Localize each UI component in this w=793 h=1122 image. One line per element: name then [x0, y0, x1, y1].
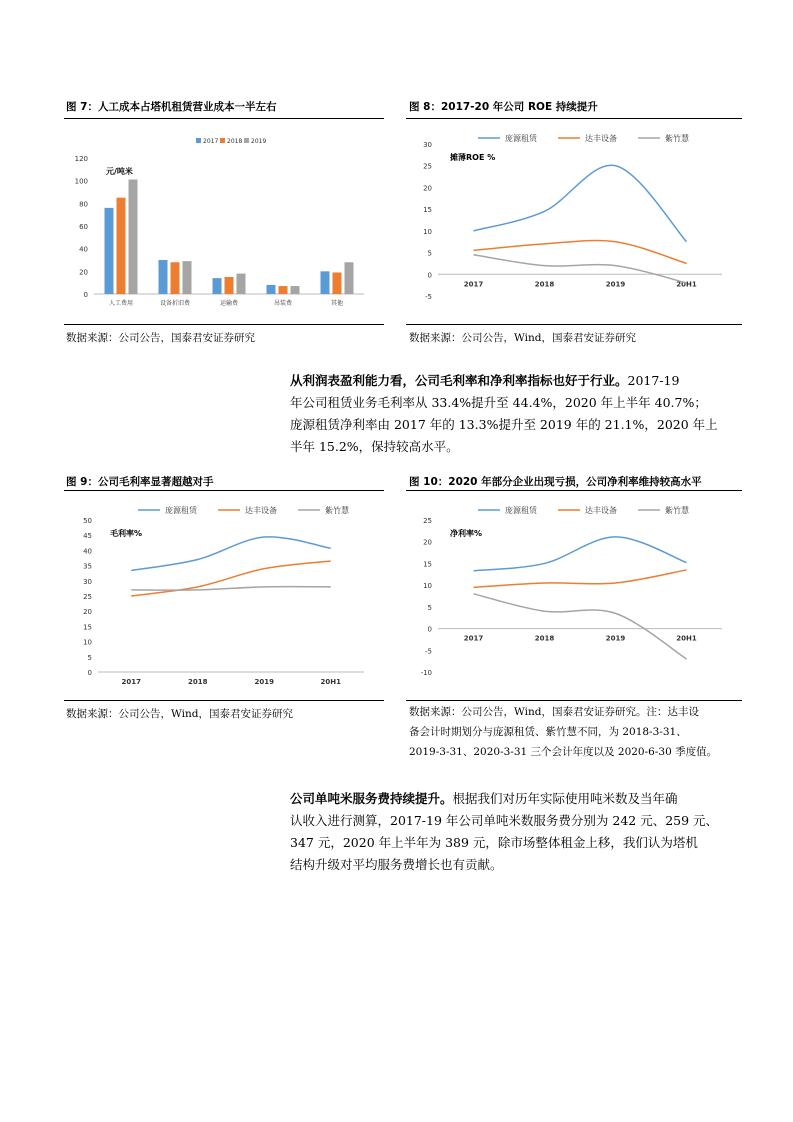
fig9-legend-label: 紫竹慧 — [325, 506, 349, 515]
fig10-chart — [406, 494, 742, 684]
fig10-top-rule — [406, 490, 742, 491]
fig10-legend-label: 庞源租赁 — [505, 506, 537, 515]
fig8-unit-label: 摊薄ROE % — [450, 153, 496, 162]
paragraph1-lead: 从利润表盈利能力看，公司毛利率和净利率指标也好于行业。 — [290, 373, 628, 388]
fig7-ytick-label: 0 — [83, 291, 88, 299]
fig10-category-label: 2018 — [534, 634, 555, 643]
fig10-ytick-label: 5 — [427, 603, 432, 612]
fig7-ytick-label: 120 — [74, 155, 88, 163]
fig8-series-line — [474, 165, 687, 241]
fig7-ytick-label: 80 — [79, 200, 88, 209]
fig8-bottom-rule — [406, 324, 742, 325]
fig7-bar — [333, 272, 342, 294]
fig9-ytick-label: 20 — [83, 608, 92, 617]
fig7-bar — [225, 277, 234, 294]
fig7-bar — [279, 286, 288, 294]
fig7-legend-label: 2017 — [203, 138, 219, 145]
fig10-ytick-label: -10 — [420, 669, 432, 677]
paragraph1-line4: 半年 15.2%，保持较高水平。 — [290, 439, 459, 454]
fig7-unit-label: 元/吨米 — [106, 167, 133, 176]
fig8-title: 图 8：2017-20 年公司 ROE 持续提升 — [409, 101, 598, 113]
fig8-ytick-label: -5 — [425, 293, 432, 301]
fig10-source-line2: 备会计时期划分与庞源租赁、紫竹慧不同，为 2018-3-31、 — [409, 726, 687, 738]
fig10-bottom-rule — [406, 700, 742, 701]
fig7-legend-label: 2019 — [251, 138, 267, 145]
fig10-category-label: 20H1 — [676, 634, 697, 643]
fig7-bar — [159, 260, 168, 294]
fig9-ytick-label: 35 — [83, 562, 92, 571]
fig9-ytick-label: 30 — [83, 577, 92, 586]
fig9-title: 图 9：公司毛利率显著超越对手 — [66, 476, 214, 488]
fig7-chart — [64, 122, 384, 322]
fig8-category-label: 2019 — [605, 280, 626, 289]
fig7-legend-swatch — [244, 138, 249, 143]
fig10-category-label: 2017 — [463, 634, 484, 643]
fig9-category-label: 2017 — [121, 678, 141, 686]
paragraph2-line2: 认收入进行测算，2017-19 年公司单吨米数服务费分别为 242 元、259 元、 — [290, 813, 719, 828]
fig8-source: 数据来源：公司公告，Wind，国泰君安证券研究 — [409, 332, 636, 344]
fig9-chart — [64, 494, 384, 694]
fig10-ytick-label: 15 — [423, 560, 432, 569]
fig7-bar — [237, 274, 246, 294]
fig9-series-line — [131, 537, 331, 571]
fig7-category-label: 其他 — [330, 300, 344, 307]
fig7-category-label: 设备折旧费 — [159, 300, 191, 307]
fig7-bar — [183, 261, 192, 294]
fig8-top-rule — [406, 118, 742, 119]
fig7-bar — [117, 198, 126, 294]
fig7-category-label: 吊装费 — [273, 300, 293, 307]
fig8-ytick-label: 15 — [423, 206, 432, 215]
fig7-legend-swatch — [220, 138, 225, 143]
fig8-ytick-label: 0 — [427, 271, 432, 280]
fig9-ytick-label: 50 — [83, 517, 92, 525]
paragraph2-line3: 347 元，2020 年上半年为 389 元，除市场整体租金上移，我们认为塔机 — [290, 835, 698, 850]
fig7-legend-label: 2018 — [227, 138, 243, 145]
fig10-source-line1: 数据来源：公司公告，Wind，国泰君安证券研究。注：达丰设 — [409, 706, 699, 718]
fig7-bar — [105, 208, 114, 294]
fig8-ytick-label: 5 — [427, 249, 432, 258]
fig8-ytick-label: 20 — [423, 184, 432, 193]
fig8-category-label: 2018 — [534, 280, 555, 289]
paragraph2-line4: 结构升级对平均服务费增长也有贡献。 — [290, 857, 503, 872]
fig9-category-label: 2018 — [188, 678, 208, 686]
fig7-bar — [291, 286, 300, 294]
fig8-ytick-label: 30 — [423, 141, 432, 149]
fig8-series-line — [474, 255, 687, 283]
fig10-ytick-label: 0 — [427, 625, 432, 634]
fig8-legend-label: 达丰设备 — [585, 134, 617, 143]
fig10-series-line — [474, 570, 687, 587]
paragraph1-line2: 年公司租赁业务毛利率从 33.4%提升至 44.4%，2020 年上半年 40.7%； — [290, 395, 707, 410]
fig10-ytick-label: 10 — [423, 582, 432, 591]
paragraph2-line1: 根据我们对历年实际使用吨米数及当年确 — [452, 791, 678, 806]
fig9-ytick-label: 15 — [83, 623, 92, 632]
fig7-category-label: 人工费用 — [108, 300, 134, 307]
fig9-ytick-label: 40 — [83, 547, 92, 556]
fig10-series-line — [474, 594, 687, 659]
fig8-ytick-label: 10 — [423, 227, 432, 236]
fig7-ytick-label: 100 — [74, 177, 88, 186]
fig8-category-label: 20H1 — [676, 280, 697, 289]
paragraph-profitability — [290, 370, 727, 458]
fig9-ytick-label: 0 — [87, 669, 92, 677]
fig7-top-rule — [64, 118, 384, 119]
paragraph-service-fee — [290, 788, 727, 876]
fig8-legend-label: 庞源租赁 — [505, 134, 537, 143]
paragraph1-line3: 庞源租赁净利率由 2017 年的 13.3%提升至 2019 年的 21.1%，2020 年上 — [290, 417, 718, 432]
fig9-ytick-label: 45 — [83, 532, 92, 541]
fig7-bottom-rule — [64, 324, 384, 325]
fig10-source — [409, 702, 745, 762]
fig10-unit-label: 净利率% — [450, 529, 483, 538]
fig7-bar — [321, 271, 330, 294]
fig9-category-label: 2019 — [254, 678, 274, 686]
fig9-legend-label: 达丰设备 — [245, 506, 277, 515]
fig9-source: 数据来源：公司公告，Wind，国泰君安证券研究 — [66, 708, 293, 720]
fig10-ytick-label: 25 — [423, 517, 432, 525]
fig9-series-line — [131, 587, 331, 590]
fig7-bar — [213, 278, 222, 294]
fig7-ytick-label: 40 — [79, 245, 88, 254]
fig7-source: 数据来源：公司公告，国泰君安证券研究 — [66, 332, 255, 344]
fig10-ytick-label: -5 — [425, 647, 432, 656]
fig8-category-label: 2017 — [463, 280, 484, 289]
fig7-title: 图 7：人工成本占塔机租赁营业成本一半左右 — [66, 101, 277, 113]
fig9-bottom-rule — [64, 700, 384, 701]
fig9-ytick-label: 5 — [87, 653, 92, 662]
fig10-source-line3: 2019-3-31、2020-3-31 三个会计年度以及 2020-6-30 季度值。 — [409, 746, 718, 758]
fig7-bar — [267, 285, 276, 294]
fig8-legend-label: 紫竹慧 — [665, 134, 689, 143]
fig10-title: 图 10：2020 年部分企业出现亏损，公司净利率维持较高水平 — [409, 476, 702, 488]
fig10-legend-label: 紫竹慧 — [665, 506, 689, 515]
fig9-legend-label: 庞源租赁 — [165, 506, 197, 515]
fig9-ytick-label: 25 — [83, 593, 92, 601]
fig10-series-line — [474, 537, 687, 571]
paragraph2-lead: 公司单吨米服务费持续提升。 — [290, 791, 453, 806]
fig9-ytick-label: 10 — [83, 638, 92, 647]
fig7-ytick-label: 20 — [79, 268, 88, 277]
fig7-bar — [171, 262, 180, 294]
fig8-chart — [406, 122, 742, 322]
fig7-category-label: 运输费 — [219, 300, 239, 307]
fig7-bar — [129, 180, 138, 294]
fig9-category-label: 20H1 — [320, 678, 341, 686]
fig8-ytick-label: 25 — [423, 162, 432, 171]
fig10-legend-label: 达丰设备 — [585, 506, 617, 515]
fig9-unit-label: 毛利率% — [110, 529, 143, 538]
fig10-ytick-label: 20 — [423, 538, 432, 547]
fig10-category-label: 2019 — [605, 634, 626, 643]
paragraph1-line1: 2017-19 — [627, 373, 680, 388]
fig7-ytick-label: 60 — [79, 223, 88, 231]
fig9-top-rule — [64, 490, 384, 491]
fig7-bar — [345, 262, 354, 294]
fig7-legend-swatch — [196, 138, 201, 143]
